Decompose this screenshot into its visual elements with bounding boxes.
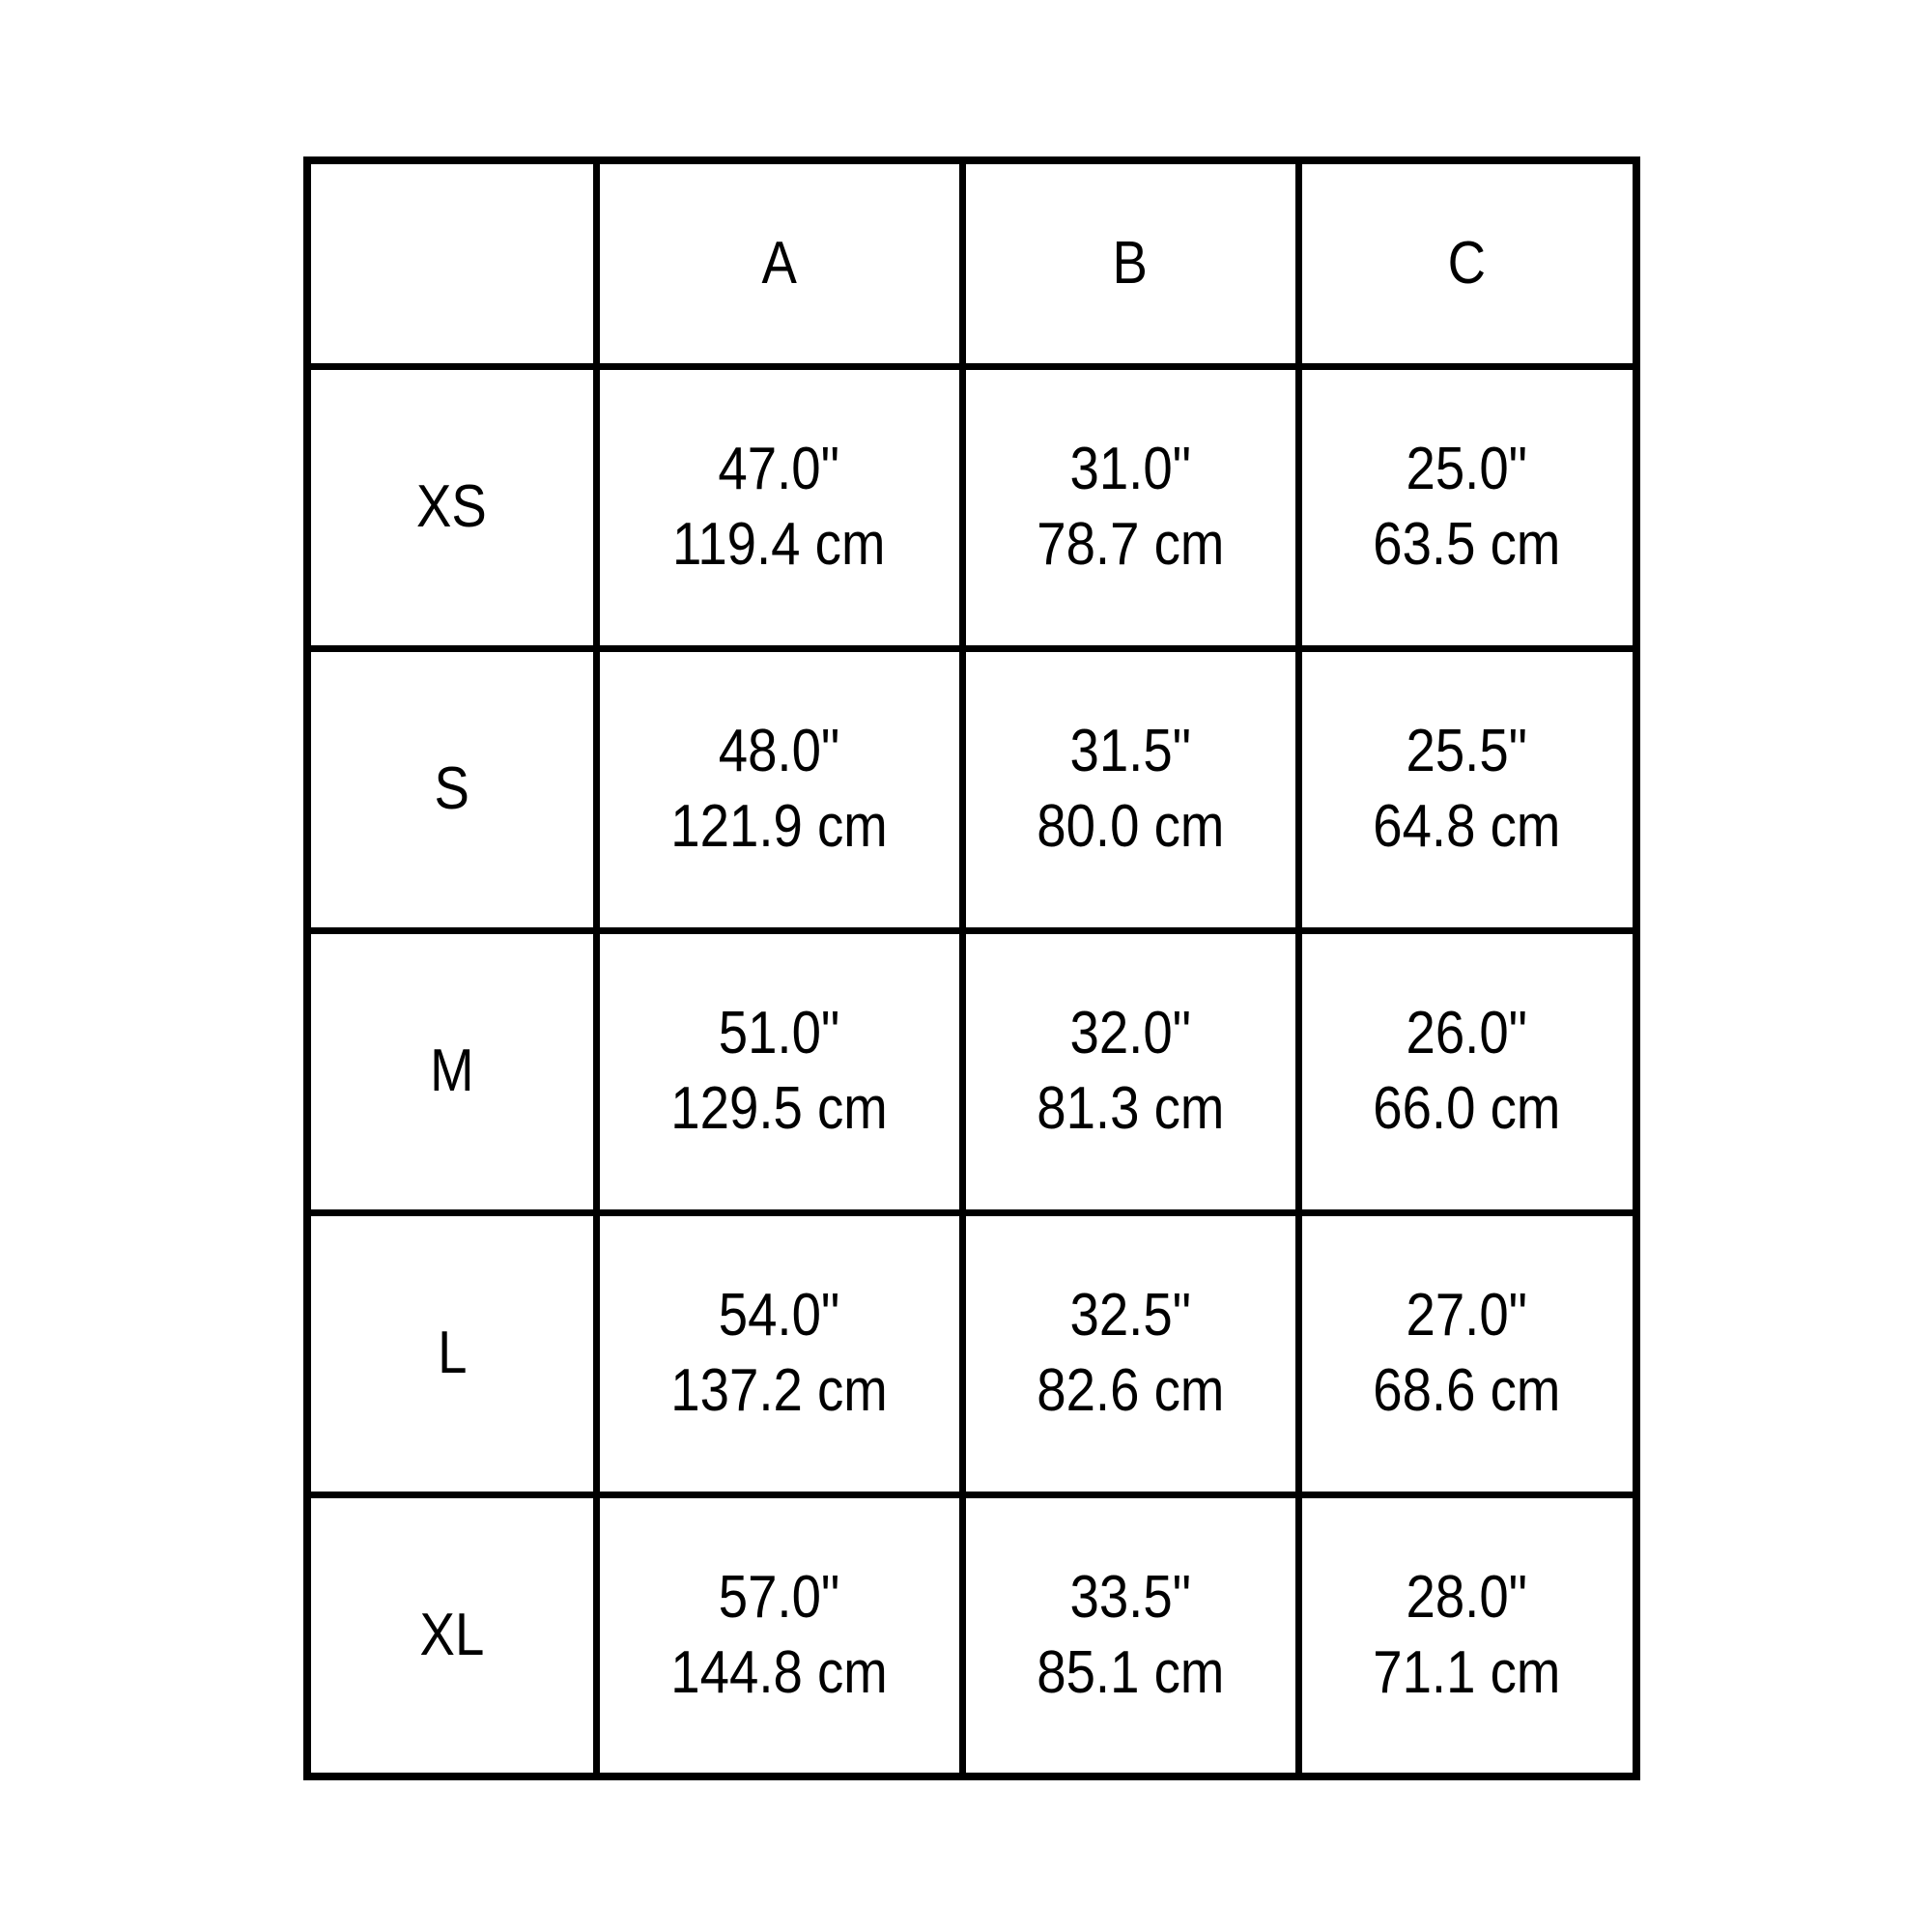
inches-value: 47.0" xyxy=(718,436,840,502)
cm-value: 137.2 cm xyxy=(670,1357,888,1424)
size-label-xs xyxy=(307,366,596,648)
size-label-text: M xyxy=(430,1037,474,1104)
size-label-text: L xyxy=(437,1320,467,1386)
inches-value: 32.5" xyxy=(1069,1282,1191,1349)
cell-m-c xyxy=(1298,930,1636,1212)
cell-s-a xyxy=(596,648,962,930)
cm-value: 68.6 cm xyxy=(1373,1357,1561,1424)
inches-value: 31.5" xyxy=(1069,718,1191,784)
column-header-c xyxy=(1298,160,1636,366)
cm-value: 78.7 cm xyxy=(1036,511,1225,578)
table-row-l xyxy=(307,1212,1636,1494)
size-label-xl xyxy=(307,1494,596,1776)
cell-l-c xyxy=(1298,1212,1636,1494)
size-chart-table xyxy=(303,156,1640,1780)
column-header-a-label: A xyxy=(761,229,797,297)
cell-l-a xyxy=(596,1212,962,1494)
inches-value: 25.5" xyxy=(1406,718,1528,784)
cell-xl-a xyxy=(596,1494,962,1776)
cm-value: 63.5 cm xyxy=(1373,511,1561,578)
cm-value: 85.1 cm xyxy=(1036,1638,1225,1706)
cm-value: 82.6 cm xyxy=(1036,1357,1225,1424)
cell-s-b xyxy=(962,648,1298,930)
cell-s-c xyxy=(1298,648,1636,930)
inches-value: 27.0" xyxy=(1406,1282,1528,1349)
cm-value: 121.9 cm xyxy=(670,793,888,860)
column-header-c-label: C xyxy=(1448,229,1487,297)
size-label-text: S xyxy=(434,755,469,822)
cm-value: 80.0 cm xyxy=(1036,793,1225,860)
cm-value: 144.8 cm xyxy=(670,1638,888,1706)
table-row-s xyxy=(307,648,1636,930)
table-row-xs xyxy=(307,366,1636,648)
inches-value: 25.0" xyxy=(1406,436,1528,502)
size-label-m xyxy=(307,930,596,1212)
cell-m-a xyxy=(596,930,962,1212)
size-label-l xyxy=(307,1212,596,1494)
inches-value: 51.0" xyxy=(718,1000,840,1066)
inches-value: 48.0" xyxy=(718,718,840,784)
cm-value: 119.4 cm xyxy=(672,511,886,578)
table-row-m xyxy=(307,930,1636,1212)
cm-value: 66.0 cm xyxy=(1373,1075,1561,1142)
inches-value: 31.0" xyxy=(1069,436,1191,502)
column-header-a xyxy=(596,160,962,366)
table-row-xl xyxy=(307,1494,1636,1776)
inches-value: 26.0" xyxy=(1406,1000,1528,1066)
cell-xs-c xyxy=(1298,366,1636,648)
inches-value: 33.5" xyxy=(1069,1563,1191,1631)
inches-value: 57.0" xyxy=(718,1563,840,1631)
cell-xl-c xyxy=(1298,1494,1636,1776)
cell-xs-a xyxy=(596,366,962,648)
cm-value: 64.8 cm xyxy=(1373,793,1561,860)
cell-m-b xyxy=(962,930,1298,1212)
cm-value: 81.3 cm xyxy=(1036,1075,1225,1142)
cell-l-b xyxy=(962,1212,1298,1494)
size-label-s xyxy=(307,648,596,930)
column-header-b-label: B xyxy=(1112,229,1149,297)
cell-xl-b xyxy=(962,1494,1298,1776)
corner-cell xyxy=(307,160,596,366)
inches-value: 54.0" xyxy=(718,1282,840,1349)
inches-value: 28.0" xyxy=(1406,1563,1528,1631)
cm-value: 71.1 cm xyxy=(1373,1638,1561,1706)
inches-value: 32.0" xyxy=(1069,1000,1191,1066)
header-row xyxy=(307,160,1636,366)
size-label-text: XS xyxy=(416,473,488,540)
cm-value: 129.5 cm xyxy=(670,1075,888,1142)
size-label-text: XL xyxy=(419,1601,485,1668)
column-header-b xyxy=(962,160,1298,366)
cell-xs-b xyxy=(962,366,1298,648)
